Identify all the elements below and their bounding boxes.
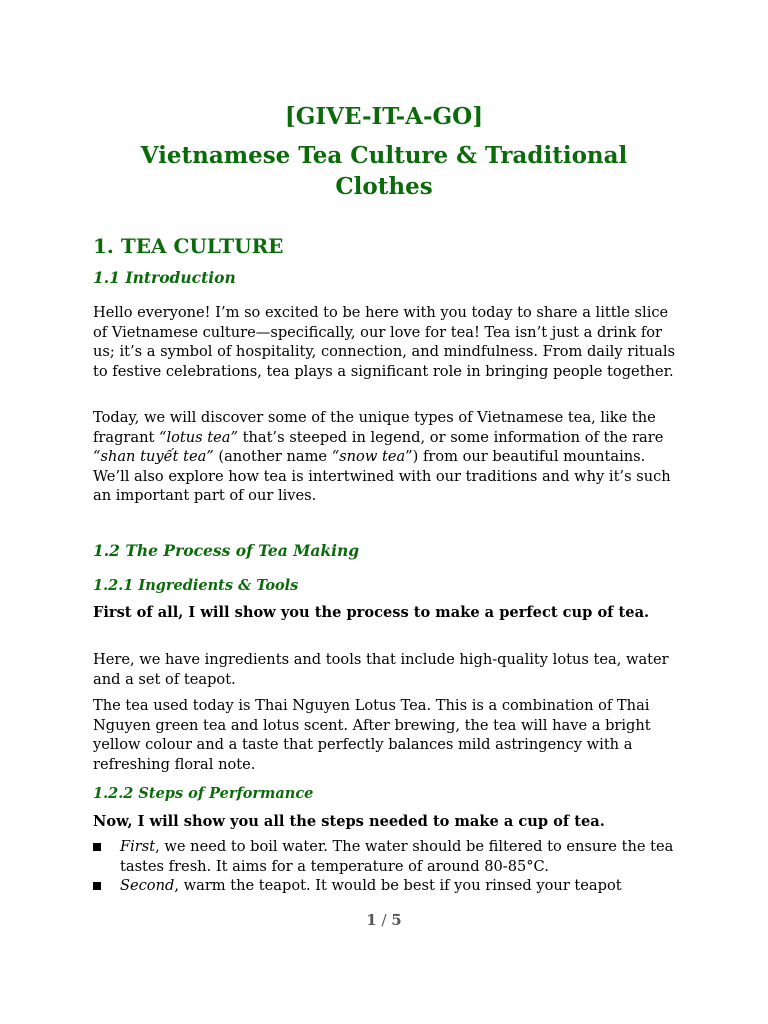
step-lead-word: First [120, 838, 156, 855]
list-item [93, 837, 683, 876]
document-tag: [GIVE-IT-A-GO] [284, 103, 484, 130]
ingredients-paragraph-1: Here, we have ingredients and tools that include high-quality lotus tea, water and a set of teapot. [93, 651, 669, 688]
intro-p2-text-d: ”) from our beautiful mountains. We’ll also explore how tea is intertwined with our traditions and why it’s such an important part of our lives. [93, 448, 671, 505]
square-bullet-icon [93, 882, 101, 890]
intro-p2-text-b: that’s steeped in legend, or some information of the rare [237, 428, 664, 446]
subsection-heading-process: 1.2 The Process of Tea Making [93, 541, 360, 560]
step-lead-word: Second [120, 877, 175, 895]
document-title: Vietnamese Tea Culture & Traditional Clothes [140, 142, 628, 200]
page-separator: / [376, 911, 392, 929]
step-text: , we need to boil water. The water should be filtered to ensure the tea tastes fresh. It aims for a temperature of around 80-85°C. [120, 838, 674, 875]
page-number [93, 910, 675, 930]
ingredients-lead: First of all, I will show you the process to make a perfect cup of tea. [93, 604, 650, 621]
square-bullet-icon [93, 843, 101, 851]
intro-paragraph-1: Hello everyone! I’m so excited to be here with you today to share a little slice of Vietnamese culture—specifically, our love for tea! Tea isn’t just a drink for us; it’s a symbol of hospitality, connection, and mindfulness. From daily rituals to festive celebrations, tea plays a significant role in bringing people together. [93, 304, 675, 380]
intro-p2-text-c: (another name [213, 448, 332, 466]
section-heading-tea-culture: 1. TEA CULTURE [93, 234, 284, 258]
lotus-tea-term: “lotus tea” [159, 428, 238, 446]
steps-list [93, 837, 683, 896]
subsubsection-heading-steps: 1.2.2 Steps of Performance [93, 785, 314, 802]
total-pages: 5 [391, 911, 402, 929]
step-text: , warm the teapot. It would be best if you rinsed your teapot [174, 877, 622, 895]
snow-tea-term: “snow tea [331, 448, 406, 466]
subsection-heading-introduction: 1.1 Introduction [93, 268, 236, 287]
current-page: 1 [366, 911, 377, 929]
list-item [93, 876, 683, 896]
intro-p2-text-a: Today, we will discover some of the unique types of Vietnamese tea, like the fragrant [93, 409, 656, 446]
subsubsection-heading-ingredients: 1.2.1 Ingredients & Tools [93, 577, 299, 594]
intro-paragraph-2 [93, 408, 683, 506]
ingredients-paragraph-2: The tea used today is Thai Nguyen Lotus Tea. This is a combination of Thai Nguyen green tea and lotus scent. After brewing, the tea will have a bright yellow colour and a taste that perfectly balances mild astringency with a refreshing floral note. [93, 697, 651, 773]
shan-tuyet-tea-term: “shan tuyết tea” [93, 448, 214, 466]
steps-lead: Now, I will show you all the steps needed to make a cup of tea. [93, 813, 605, 830]
